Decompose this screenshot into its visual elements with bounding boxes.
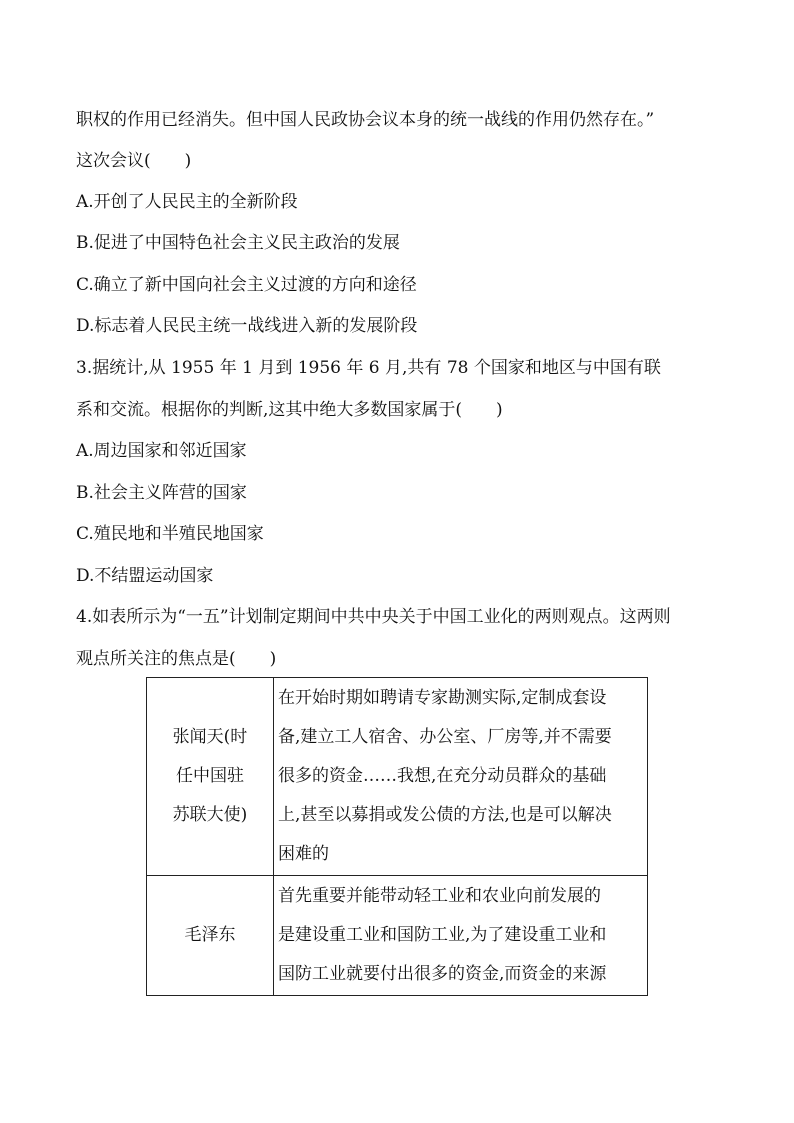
viewpoint-line: 备,建立工人宿舍、办公室、厂房等,并不需要: [278, 727, 612, 747]
viewpoint-cell: [274, 876, 648, 996]
person-name-line: 毛泽东: [184, 925, 236, 945]
person-name-line: 苏联大使): [172, 805, 248, 825]
viewpoint-cell: [274, 678, 648, 876]
person-cell: [147, 876, 274, 996]
viewpoints-table: [146, 677, 648, 996]
person-name-line: 张闻天(时: [172, 727, 248, 747]
option-d: D.不结盟运动国家: [76, 566, 214, 586]
option-b: B.社会主义阵营的国家: [76, 483, 247, 503]
table-row: [147, 876, 648, 996]
table-row: [147, 678, 648, 876]
viewpoint-line: 在开始时期如聘请专家勘测实际,定制成套设: [278, 688, 607, 708]
viewpoint-line: 上,甚至以募捐或发公债的方法,也是可以解决: [278, 805, 612, 825]
question-stem-line: 这次会议( ): [76, 151, 192, 171]
option-d: D.标志着人民民主统一战线进入新的发展阶段: [76, 316, 418, 336]
person-name-line: 任中国驻: [176, 766, 244, 786]
viewpoint-line: 国防工业就要付出很多的资金,而资金的来源: [278, 964, 607, 984]
viewpoint-line: 首先重要并能带动轻工业和农业向前发展的: [278, 886, 601, 906]
question-3-line-2: 系和交流。根据你的判断,这其中绝大多数国家属于( ): [76, 400, 503, 420]
option-c: C.殖民地和半殖民地国家: [76, 524, 264, 544]
option-b: B.促进了中国特色社会主义民主政治的发展: [76, 233, 400, 253]
option-c: C.确立了新中国向社会主义过渡的方向和途径: [76, 275, 417, 295]
paragraph-line: 职权的作用已经消失。但中国人民政协会议本身的统一战线的作用仍然存在。”: [76, 110, 655, 130]
option-a: A.开创了人民民主的全新阶段: [76, 192, 298, 212]
viewpoint-line: 是建设重工业和国防工业,为了建设重工业和: [278, 925, 607, 945]
person-cell: [147, 678, 274, 876]
viewpoint-line: 很多的资金……我想,在充分动员群众的基础: [278, 766, 607, 786]
question-4-line-2: 观点所关注的焦点是( ): [76, 649, 277, 669]
question-4-line-1: 4.如表所示为“一五”计划制定期间中共中央关于中国工业化的两则观点。这两则: [76, 607, 671, 627]
question-3-line-1: 3.据统计,从 1955 年 1 月到 1956 年 6 月,共有 78 个国家和地区与中国有联: [76, 358, 661, 378]
option-a: A.周边国家和邻近国家: [76, 441, 247, 461]
viewpoint-line: 困难的: [278, 844, 329, 864]
